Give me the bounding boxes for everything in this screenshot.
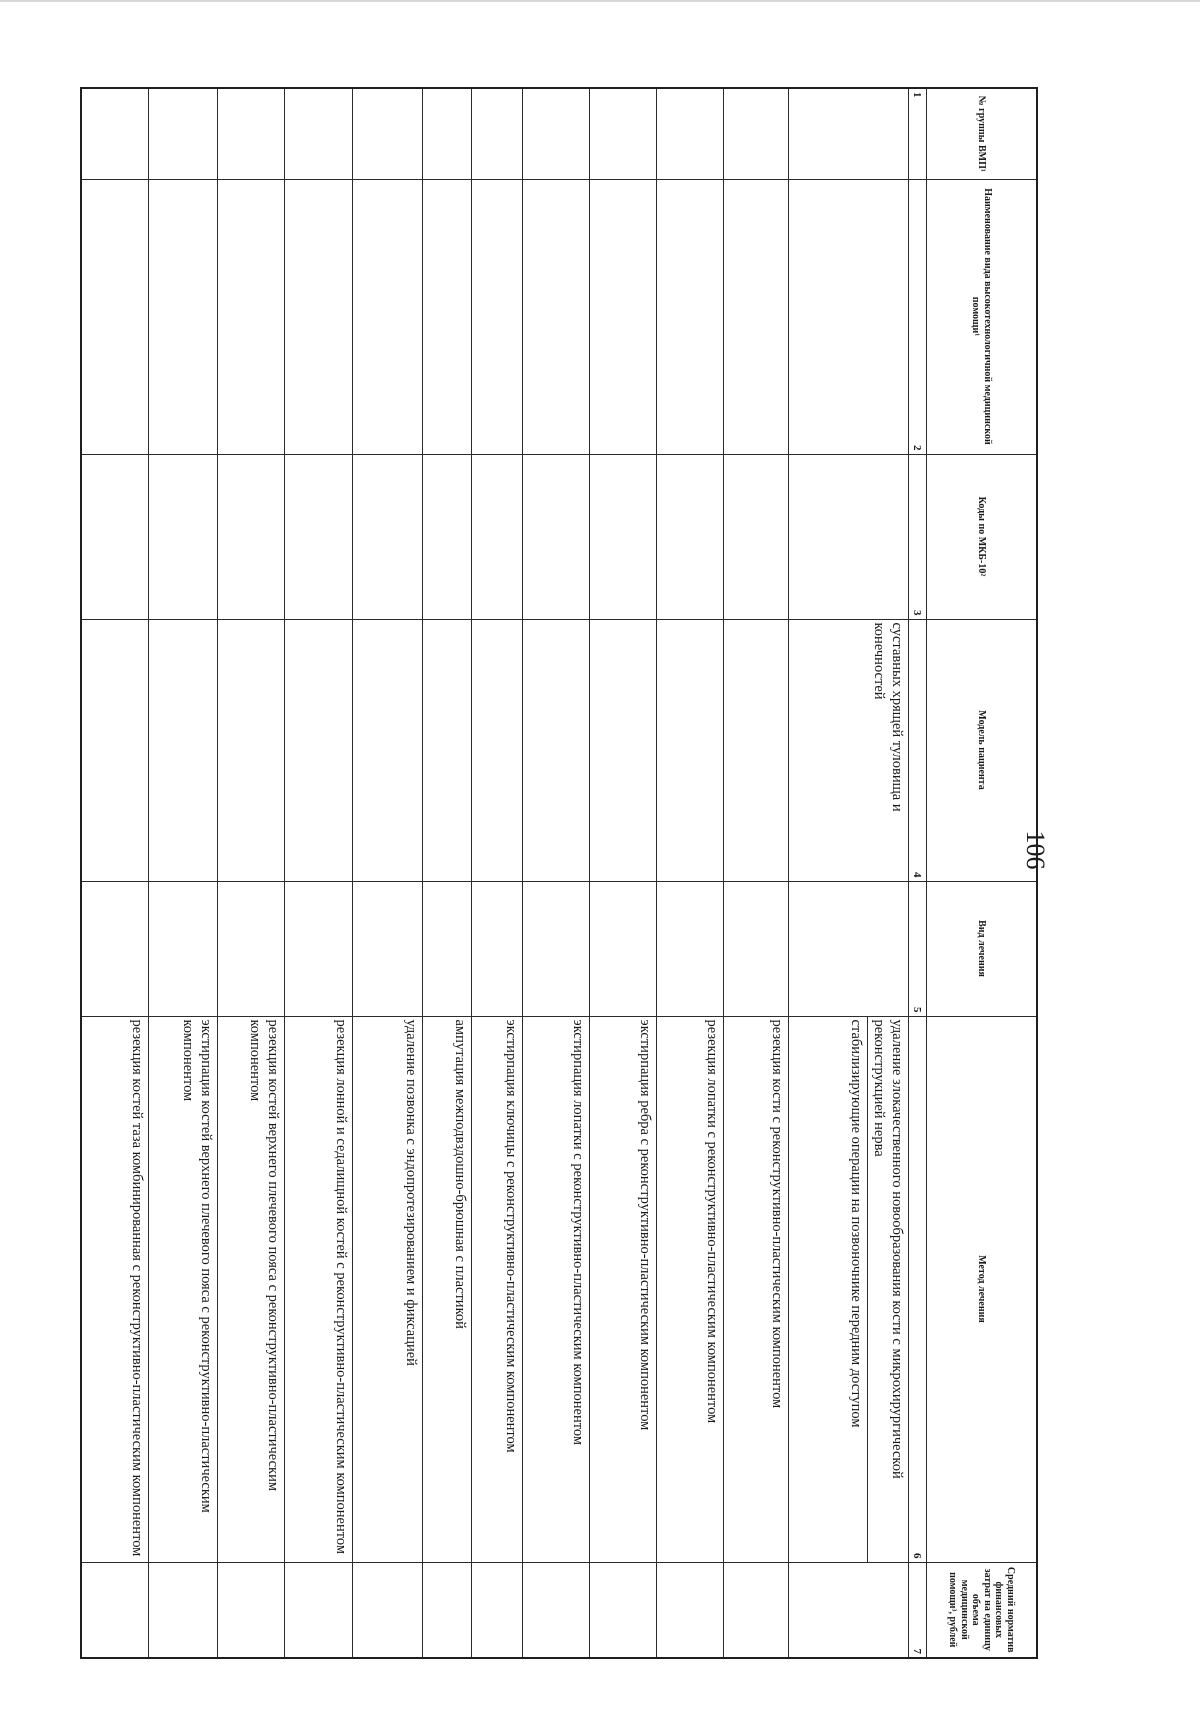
table-row bbox=[217, 88, 284, 1658]
table-row bbox=[472, 88, 523, 1658]
header-group-number: № группы ВМП¹ bbox=[926, 88, 1037, 179]
header-care-type: Наименование вида высокотехнологичной медицинской помощи¹ bbox=[926, 179, 1037, 454]
treatment-method-cell: экстирпация ребра с реконструктивно-пластическим компонентом bbox=[590, 1016, 657, 1562]
column-number: 6 bbox=[909, 1016, 926, 1562]
column-number: 7 bbox=[909, 1562, 926, 1658]
treatment-method-cell: экстирпация ключицы с реконструктивно-пластическим компонентом bbox=[472, 1016, 523, 1562]
method-divider bbox=[867, 1017, 868, 1562]
header-avg-cost: Средний норматив финансовых затрат на единицу объема медицинской помощи³, рублей bbox=[926, 1562, 1037, 1658]
group-number-cell bbox=[788, 88, 908, 179]
column-number: 4 bbox=[909, 619, 926, 881]
header-icd-codes: Коды по МКБ-10² bbox=[926, 454, 1037, 619]
treatment-method-cell: резекция лонной и седалищной костей с реконструктивно-пластическим компонентом bbox=[285, 1016, 353, 1562]
treatment-method-text: стабилизирующие операции на позвоночнике передним доступом bbox=[848, 1019, 865, 1428]
table-row bbox=[523, 88, 590, 1658]
treatment-method-cell: удаление позвонка с эндопротезированием и фиксацией bbox=[353, 1016, 422, 1562]
table-row bbox=[724, 88, 789, 1658]
medical-care-table bbox=[80, 87, 1038, 1659]
treatment-method-cell: экстирпация лопатки с реконструктивно-пластическим компонентом bbox=[523, 1016, 590, 1562]
header-row bbox=[926, 88, 1037, 1658]
header-patient-model: Модель пациента bbox=[926, 619, 1037, 881]
patient-model-cell: суставных хрящей туловища и конечностей bbox=[788, 619, 908, 881]
treatment-method-cell: резекция костей верхнего плечевого пояса с реконструктивно-пластическим компонентом bbox=[217, 1016, 284, 1562]
rotated-table-container bbox=[80, 87, 1038, 1657]
column-number: 5 bbox=[909, 881, 926, 1016]
table-row bbox=[148, 88, 217, 1658]
icd-codes-cell bbox=[788, 454, 908, 619]
treatment-type-cell bbox=[788, 881, 908, 1016]
treatment-method-cell: резекция кости с реконструктивно-пластическим компонентом bbox=[724, 1016, 789, 1562]
avg-cost-cell bbox=[788, 1562, 908, 1658]
column-number: 3 bbox=[909, 454, 926, 619]
table-row bbox=[285, 88, 353, 1658]
column-number-row bbox=[909, 88, 926, 1658]
table-row bbox=[657, 88, 724, 1658]
treatment-method-cell: резекция лопатки с реконструктивно-пластическим компонентом bbox=[657, 1016, 724, 1562]
table-row bbox=[81, 88, 148, 1658]
care-type-cell bbox=[788, 179, 908, 454]
treatment-method-cell: экстирпация костей верхнего плечевого пояса с реконструктивно-пластическим компонентом bbox=[148, 1016, 217, 1562]
table-row bbox=[353, 88, 422, 1658]
table-row bbox=[788, 88, 908, 1658]
page-number: 106 bbox=[1021, 830, 1050, 870]
table-row bbox=[590, 88, 657, 1658]
table-row bbox=[422, 88, 472, 1658]
treatment-method-text: удаление злокачественного новообразования кости с микрохирургической реконструкцией нерва bbox=[871, 1019, 906, 1479]
header-treatment-method: Метод лечения bbox=[926, 1016, 1037, 1562]
treatment-method-cell: резекция костей таза комбинированная с реконструктивно-пластическим компонентом bbox=[81, 1016, 148, 1562]
scan-top-edge bbox=[0, 0, 1200, 2]
treatment-method-cell: ампутация межподвздошно-брюшная с пластикой bbox=[422, 1016, 472, 1562]
column-number: 2 bbox=[909, 179, 926, 454]
header-treatment-type: Вид лечения bbox=[926, 881, 1037, 1016]
column-number: 1 bbox=[909, 88, 926, 179]
treatment-method-cell bbox=[788, 1016, 908, 1562]
